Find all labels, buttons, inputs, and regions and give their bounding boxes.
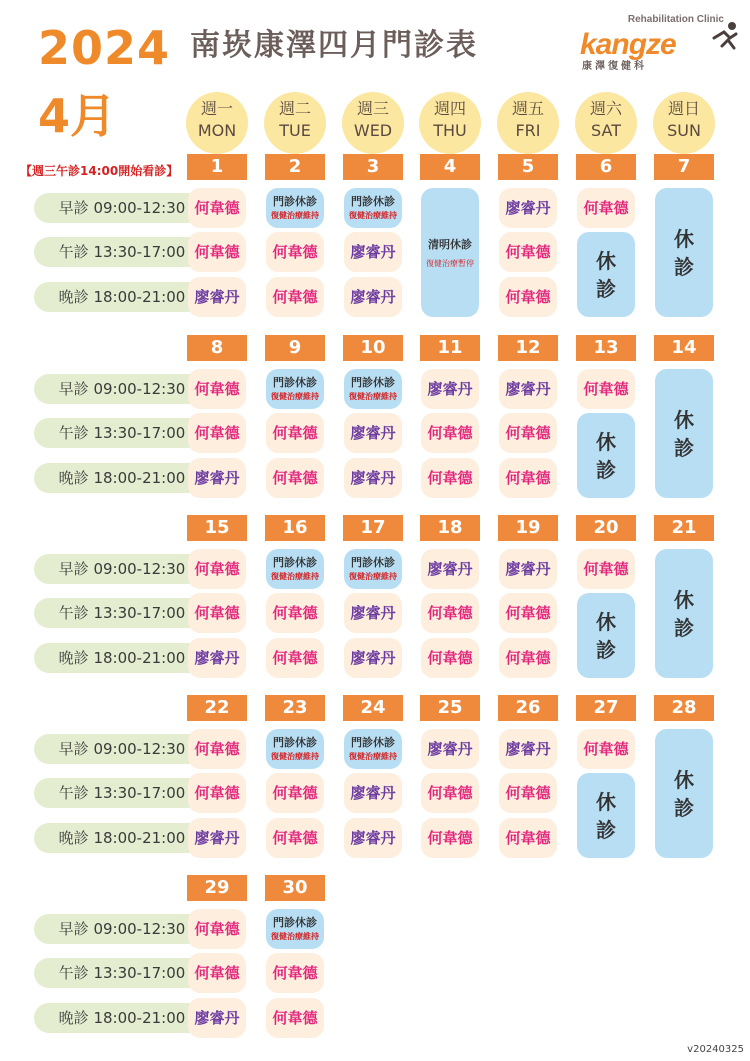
date-label: 14 — [654, 335, 714, 361]
date-label: 26 — [498, 695, 558, 721]
day-header-sun — [653, 92, 715, 154]
doctor-cell: 何韋德 — [188, 593, 246, 633]
logo-chinese-text: 康澤復健科 — [582, 61, 647, 72]
calendar-year: 2024 — [38, 21, 171, 75]
closed-char: 休 — [674, 767, 694, 792]
doctor-cell: 何韋德 — [266, 458, 324, 498]
date-label: 16 — [265, 515, 325, 541]
closed-char: 休 — [674, 587, 694, 612]
clinic-closed-subtitle: 復健治療維持 — [271, 572, 319, 581]
doctor-cell: 廖睿丹 — [344, 593, 402, 633]
day-header-zh: 週一 — [200, 99, 233, 118]
date-label: 23 — [265, 695, 325, 721]
date-label: 24 — [343, 695, 403, 721]
session-label: 晚診 18:00-21:00 — [34, 1003, 210, 1033]
clinic-closed-subtitle: 復健治療維持 — [271, 392, 319, 401]
clinic-closed-cell — [344, 188, 402, 228]
session-label: 早診 09:00-12:30 — [34, 734, 210, 764]
doctor-cell: 何韋德 — [421, 638, 479, 678]
date-label: 10 — [343, 335, 403, 361]
doctor-cell: 何韋德 — [421, 593, 479, 633]
clinic-closed-title: 門診休診 — [273, 376, 317, 389]
clinic-closed-cell — [266, 909, 324, 949]
day-header-en: THU — [433, 121, 467, 140]
doctor-cell: 廖睿丹 — [421, 369, 479, 409]
doctor-cell: 何韋德 — [499, 593, 557, 633]
doctor-cell: 何韋德 — [577, 729, 635, 769]
closed-char: 休 — [596, 609, 616, 634]
session-label: 早診 09:00-12:30 — [34, 374, 210, 404]
doctor-cell: 廖睿丹 — [344, 638, 402, 678]
clinic-closed-title: 門診休診 — [351, 556, 395, 569]
date-label: 17 — [343, 515, 403, 541]
doctor-cell: 廖睿丹 — [499, 188, 557, 228]
day-header-zh: 週四 — [433, 99, 466, 118]
logo-english-text: Rehabilitation Clinic — [627, 14, 724, 25]
closed-block — [655, 549, 713, 678]
clinic-closed-subtitle: 復健治療維持 — [349, 392, 397, 401]
date-label: 30 — [265, 875, 325, 901]
clinic-closed-subtitle: 復健治療維持 — [271, 752, 319, 761]
date-label: 1 — [187, 154, 247, 180]
doctor-cell: 何韋德 — [577, 369, 635, 409]
closed-block — [577, 232, 635, 317]
day-header-en: WED — [353, 121, 393, 140]
doctor-cell: 何韋德 — [266, 953, 324, 993]
day-header-zh: 週日 — [667, 99, 700, 118]
closed-block — [577, 773, 635, 858]
doctor-cell: 廖睿丹 — [344, 458, 402, 498]
clinic-closed-subtitle: 復健治療維持 — [349, 752, 397, 761]
doctor-cell: 何韋德 — [499, 458, 557, 498]
clinic-closed-cell — [344, 729, 402, 769]
logo-wordmark: kangze — [580, 28, 676, 61]
doctor-cell: 何韋德 — [266, 818, 324, 858]
clinic-closed-title: 門診休診 — [351, 376, 395, 389]
closed-char: 診 — [596, 817, 616, 842]
day-header-zh: 週五 — [511, 99, 544, 118]
qingming-subtitle: 復健治療暫停 — [426, 259, 474, 268]
clinic-closed-title: 門診休診 — [351, 195, 395, 208]
doctor-cell: 何韋德 — [266, 413, 324, 453]
running-figure-icon — [710, 16, 740, 56]
date-label: 18 — [420, 515, 480, 541]
closed-char: 診 — [674, 435, 694, 460]
session-label: 晚診 18:00-21:00 — [34, 823, 210, 853]
day-header-zh: 週六 — [589, 99, 622, 118]
doctor-cell: 廖睿丹 — [499, 369, 557, 409]
closed-char: 診 — [674, 615, 694, 640]
date-label: 27 — [576, 695, 636, 721]
doctor-cell: 何韋德 — [421, 458, 479, 498]
date-label: 6 — [576, 154, 636, 180]
date-label: 25 — [420, 695, 480, 721]
doctor-cell: 廖睿丹 — [188, 458, 246, 498]
clinic-closed-title: 門診休診 — [273, 916, 317, 929]
clinic-closed-subtitle: 復健治療維持 — [349, 572, 397, 581]
closed-block — [577, 413, 635, 498]
session-label: 午診 13:30-17:00 — [34, 237, 210, 267]
doctor-cell: 廖睿丹 — [188, 638, 246, 678]
doctor-cell: 廖睿丹 — [188, 277, 246, 317]
doctor-cell: 何韋德 — [188, 549, 246, 589]
date-label: 15 — [187, 515, 247, 541]
doctor-cell: 廖睿丹 — [344, 277, 402, 317]
closed-char: 休 — [596, 789, 616, 814]
doctor-cell: 何韋德 — [499, 232, 557, 272]
closed-char: 休 — [674, 226, 694, 251]
qingming-title: 清明休診 — [428, 238, 472, 251]
closed-block — [655, 369, 713, 498]
doctor-cell: 何韋德 — [266, 998, 324, 1038]
date-label: 3 — [343, 154, 403, 180]
date-label: 28 — [654, 695, 714, 721]
session-label: 午診 13:30-17:00 — [34, 418, 210, 448]
page-title: 南崁康澤四月門診表 — [190, 28, 478, 63]
closed-block — [577, 593, 635, 678]
session-label: 午診 13:30-17:00 — [34, 958, 210, 988]
clinic-closed-subtitle: 復健治療維持 — [271, 932, 319, 941]
date-label: 12 — [498, 335, 558, 361]
day-header-sat — [575, 92, 637, 154]
doctor-cell: 何韋德 — [188, 773, 246, 813]
closed-char: 休 — [596, 248, 616, 273]
session-label: 晚診 18:00-21:00 — [34, 643, 210, 673]
day-header-tue — [264, 92, 326, 154]
day-header-wed — [342, 92, 404, 154]
date-label: 29 — [187, 875, 247, 901]
doctor-cell: 廖睿丹 — [344, 232, 402, 272]
version-label: v20240325 — [687, 1044, 744, 1055]
calendar-month: 4月 — [38, 89, 117, 143]
day-header-en: SUN — [667, 121, 701, 140]
day-header-mon — [186, 92, 248, 154]
closed-char: 休 — [596, 429, 616, 454]
doctor-cell: 廖睿丹 — [499, 549, 557, 589]
closed-block — [655, 729, 713, 858]
date-label: 7 — [654, 154, 714, 180]
doctor-cell: 何韋德 — [188, 953, 246, 993]
date-label: 19 — [498, 515, 558, 541]
doctor-cell: 何韋德 — [266, 773, 324, 813]
day-header-en: TUE — [279, 121, 311, 140]
day-header-zh: 週二 — [278, 99, 311, 118]
doctor-cell: 廖睿丹 — [344, 773, 402, 813]
wednesday-afternoon-note: 【週三午診14:00開始看診】 — [20, 164, 179, 178]
closed-char: 診 — [596, 457, 616, 482]
doctor-cell: 廖睿丹 — [499, 729, 557, 769]
doctor-cell: 何韋德 — [421, 413, 479, 453]
date-label: 2 — [265, 154, 325, 180]
clinic-closed-title: 門診休診 — [351, 736, 395, 749]
doctor-cell: 何韋德 — [499, 818, 557, 858]
doctor-cell: 何韋德 — [266, 638, 324, 678]
doctor-cell: 何韋德 — [499, 277, 557, 317]
clinic-closed-title: 門診休診 — [273, 556, 317, 569]
doctor-cell: 廖睿丹 — [344, 818, 402, 858]
doctor-cell: 廖睿丹 — [188, 818, 246, 858]
session-label: 晚診 18:00-21:00 — [34, 463, 210, 493]
doctor-cell: 何韋德 — [266, 232, 324, 272]
date-label: 13 — [576, 335, 636, 361]
doctor-cell: 何韋德 — [499, 773, 557, 813]
date-label: 8 — [187, 335, 247, 361]
day-header-en: MON — [197, 121, 237, 140]
clinic-logo — [572, 14, 742, 72]
doctor-cell: 何韋德 — [577, 188, 635, 228]
doctor-cell: 何韋德 — [421, 818, 479, 858]
session-label: 早診 09:00-12:30 — [34, 914, 210, 944]
day-header-en: FRI — [515, 121, 541, 140]
doctor-cell: 何韋德 — [266, 593, 324, 633]
clinic-closed-title: 門診休診 — [273, 736, 317, 749]
doctor-cell: 何韋德 — [188, 369, 246, 409]
doctor-cell: 何韋德 — [188, 909, 246, 949]
clinic-closed-cell — [266, 369, 324, 409]
closed-char: 診 — [674, 254, 694, 279]
closed-char: 診 — [596, 276, 616, 301]
doctor-cell: 何韋德 — [421, 773, 479, 813]
session-label: 午診 13:30-17:00 — [34, 598, 210, 628]
doctor-cell: 何韋德 — [188, 232, 246, 272]
date-label: 11 — [420, 335, 480, 361]
session-label: 早診 09:00-12:30 — [34, 554, 210, 584]
doctor-cell: 何韋德 — [499, 638, 557, 678]
day-header-en: SAT — [591, 121, 621, 140]
session-label: 晚診 18:00-21:00 — [34, 282, 210, 312]
doctor-cell: 何韋德 — [499, 413, 557, 453]
session-label: 早診 09:00-12:30 — [34, 193, 210, 223]
doctor-cell: 何韋德 — [266, 277, 324, 317]
clinic-closed-cell — [344, 549, 402, 589]
date-label: 21 — [654, 515, 714, 541]
qingming-closed-block — [421, 188, 479, 317]
clinic-closed-cell — [344, 369, 402, 409]
day-header-zh: 週三 — [356, 99, 389, 118]
clinic-closed-subtitle: 復健治療維持 — [349, 211, 397, 220]
doctor-cell: 廖睿丹 — [344, 413, 402, 453]
day-header-fri — [497, 92, 559, 154]
doctor-cell: 何韋德 — [188, 413, 246, 453]
date-label: 22 — [187, 695, 247, 721]
date-label: 4 — [420, 154, 480, 180]
session-label: 午診 13:30-17:00 — [34, 778, 210, 808]
clinic-closed-subtitle: 復健治療維持 — [271, 211, 319, 220]
date-label: 9 — [265, 335, 325, 361]
closed-char: 診 — [674, 795, 694, 820]
doctor-cell: 何韋德 — [188, 188, 246, 228]
closed-block — [655, 188, 713, 317]
doctor-cell: 廖睿丹 — [188, 998, 246, 1038]
date-label: 5 — [498, 154, 558, 180]
closed-char: 診 — [596, 637, 616, 662]
doctor-cell: 廖睿丹 — [421, 549, 479, 589]
clinic-closed-title: 門診休診 — [273, 195, 317, 208]
closed-char: 休 — [674, 407, 694, 432]
clinic-closed-cell — [266, 549, 324, 589]
doctor-cell: 何韋德 — [577, 549, 635, 589]
doctor-cell: 何韋德 — [188, 729, 246, 769]
clinic-closed-cell — [266, 188, 324, 228]
clinic-closed-cell — [266, 729, 324, 769]
day-header-thu — [419, 92, 481, 154]
doctor-cell: 廖睿丹 — [421, 729, 479, 769]
date-label: 20 — [576, 515, 636, 541]
